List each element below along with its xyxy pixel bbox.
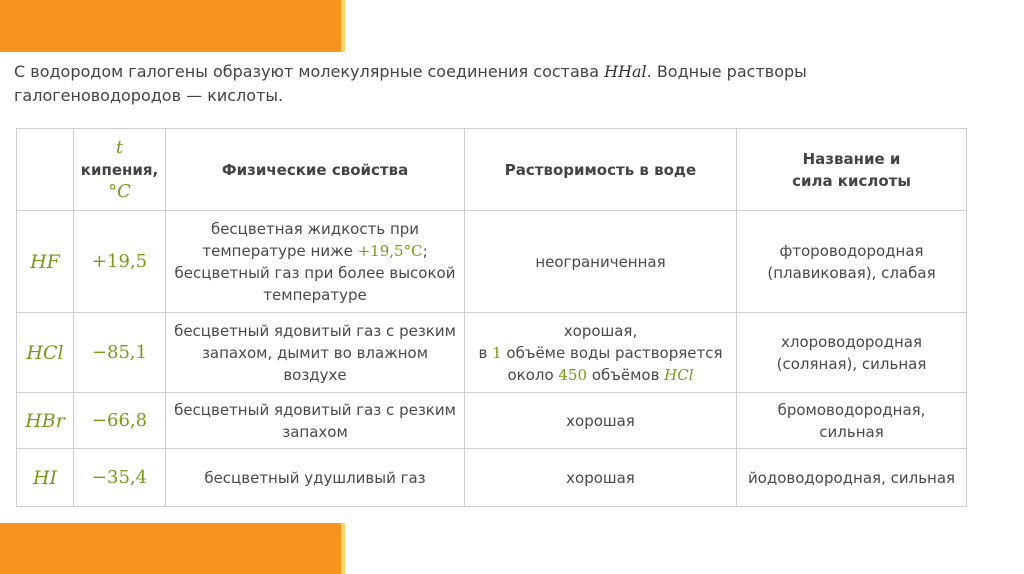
table-row-hf bbox=[17, 211, 967, 313]
table-header-row bbox=[17, 129, 967, 211]
top-accent-bar bbox=[0, 0, 345, 52]
header-acid-name bbox=[737, 129, 967, 211]
cell-formula: HBr bbox=[17, 393, 74, 449]
table-row-hcl bbox=[17, 313, 967, 393]
halogen-hydrides-table bbox=[16, 128, 967, 507]
cell-physical: бесцветный ядовитый газ с резким запахом, дымит во влажном воздухе bbox=[166, 313, 465, 393]
cell-physical: бесцветный ядовитый газ с резким запахом bbox=[166, 393, 465, 449]
header-solubility: Растворимость в воде bbox=[465, 129, 737, 211]
cell-solubility: хорошая bbox=[465, 393, 737, 449]
physical-value: +19,5°C bbox=[357, 241, 423, 260]
cell-boiling-temp: −35,4 bbox=[74, 449, 166, 507]
cell-acid-name: бромоводородная, сильная bbox=[737, 393, 967, 449]
header-formula bbox=[17, 129, 74, 211]
cell-formula: HF bbox=[17, 211, 74, 313]
table-row-hbr bbox=[17, 393, 967, 449]
cell-physical bbox=[166, 211, 465, 313]
table-row-hi bbox=[17, 449, 967, 507]
cell-boiling-temp: −66,8 bbox=[74, 393, 166, 449]
cell-acid-name: фтороводородная (плавиковая), слабая bbox=[737, 211, 967, 313]
header-name-line1: Название и bbox=[802, 149, 901, 168]
cell-boiling-temp: +19,5 bbox=[74, 211, 166, 313]
cell-physical: бесцветный удушливый газ bbox=[166, 449, 465, 507]
cell-solubility: неограниченная bbox=[465, 211, 737, 313]
solubility-line1: хорошая, bbox=[563, 321, 638, 340]
solubility-text-c: объёмов bbox=[587, 365, 665, 384]
intro-text-before: С водородом галогены образуют молекулярные соединения состава bbox=[14, 62, 605, 81]
physical-text-2: ; бесцветный газ при более высокой температуре bbox=[174, 241, 456, 304]
cell-solubility: хорошая bbox=[465, 449, 737, 507]
cell-formula: HCl bbox=[17, 313, 74, 393]
header-t-symbol: t bbox=[115, 136, 124, 158]
solubility-formula: HCl bbox=[664, 365, 694, 384]
cell-boiling-temp: −85,1 bbox=[74, 313, 166, 393]
bottom-accent-bar bbox=[0, 523, 345, 574]
intro-text-after: . Водные растворы галогеноводородов — кислоты. bbox=[14, 62, 807, 105]
header-boiling-temp bbox=[74, 129, 166, 211]
solubility-num-2: 450 bbox=[558, 365, 588, 384]
intro-paragraph bbox=[14, 60, 844, 108]
solubility-num-1: 1 bbox=[492, 343, 502, 362]
header-physical: Физические свойства bbox=[166, 129, 465, 211]
solubility-text-b: объёме воды растворяется около bbox=[501, 343, 723, 384]
solubility-text-a: в bbox=[478, 343, 493, 362]
cell-acid-name: йодоводородная, сильная bbox=[737, 449, 967, 507]
physical-text-1: бесцветная жидкость при температуре ниже bbox=[202, 219, 420, 260]
header-t-unit: °C bbox=[108, 180, 131, 202]
intro-formula: HHal bbox=[604, 62, 647, 81]
header-t-label: кипения, bbox=[80, 160, 159, 179]
header-name-line2: сила кислоты bbox=[792, 171, 911, 190]
cell-solubility bbox=[465, 313, 737, 393]
cell-acid-name: хлороводородная (соляная), сильная bbox=[737, 313, 967, 393]
cell-formula: HI bbox=[17, 449, 74, 507]
